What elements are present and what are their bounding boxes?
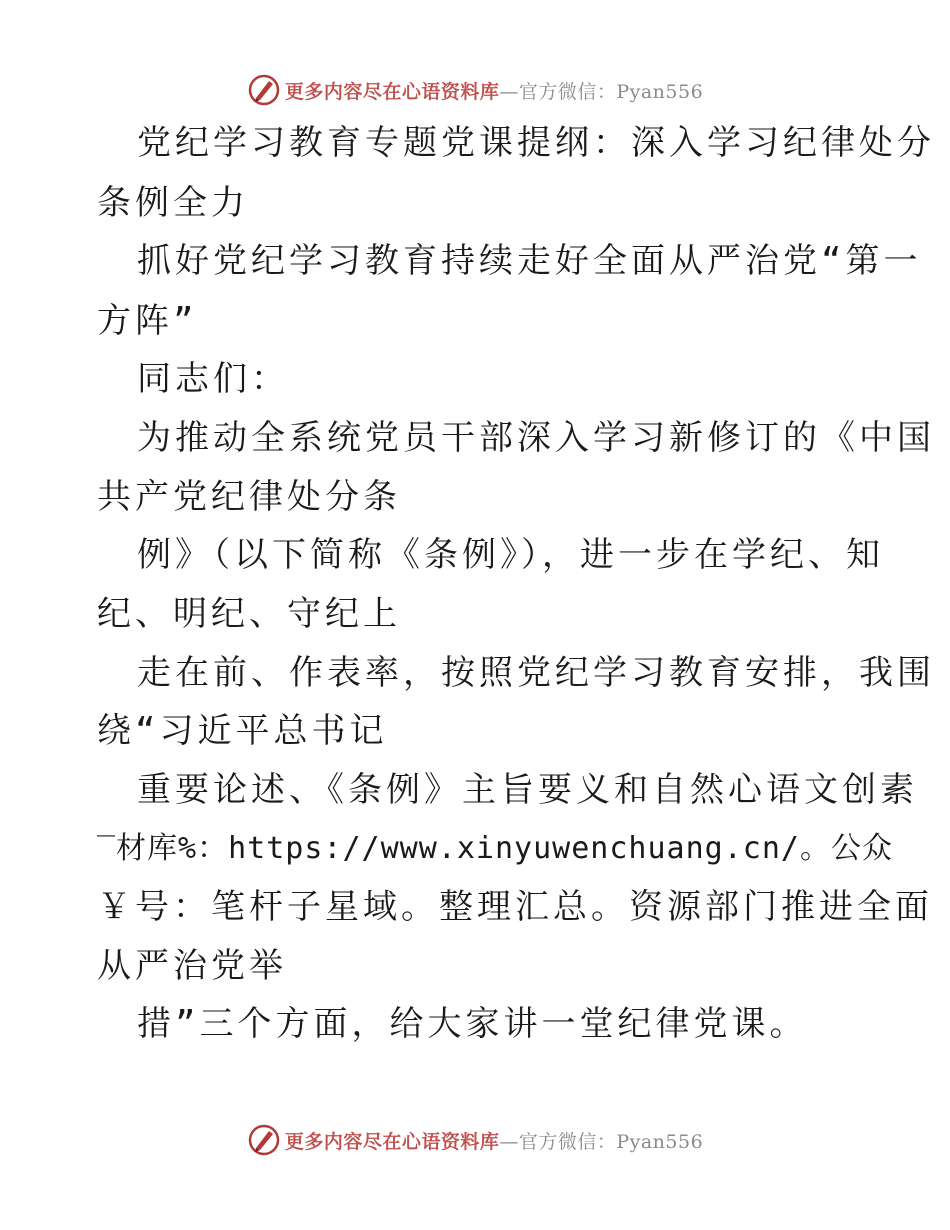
banner-sub-text: —官方微信：Pyan556 bbox=[499, 1130, 704, 1153]
banner-main-text: 更多内容尽在心语资料库 bbox=[284, 80, 500, 103]
doc-line: 走在前、作表率，按照党纪学习教育安排，我围 bbox=[137, 653, 935, 693]
doc-line: 从严治党举 bbox=[97, 946, 287, 986]
doc-line: 党纪学习教育专题党课提纲：深入学习纪律处分 bbox=[137, 123, 935, 163]
header-banner bbox=[0, 70, 950, 110]
doc-line: 纪、明纪、守纪上 bbox=[97, 594, 401, 634]
doc-line: ‾材库%：https://www.xinyuwenchuang.cn/。公众 bbox=[97, 831, 893, 866]
doc-line: 措”三个方面，给大家讲一堂纪律党课。 bbox=[137, 1004, 808, 1044]
footer-banner bbox=[0, 1120, 950, 1160]
banner-text bbox=[285, 1127, 703, 1154]
banner-main-text: 更多内容尽在心语资料库 bbox=[284, 1130, 500, 1153]
pen-logo-icon bbox=[247, 1123, 281, 1157]
doc-line: 为推动全系统党员干部深入学习新修订的《中国 bbox=[137, 418, 935, 458]
doc-line: 绕“习近平总书记 bbox=[97, 711, 388, 751]
doc-line: ￥号：笔杆子星域。整理汇总。资源部门推进全面 bbox=[97, 887, 933, 927]
banner-text bbox=[285, 77, 703, 104]
doc-line: 方阵” bbox=[97, 301, 198, 341]
doc-line: 抓好党纪学习教育持续走好全面从严治党“第一 bbox=[137, 241, 922, 281]
doc-line: 同志们： bbox=[137, 359, 289, 399]
banner-sub-text: —官方微信：Pyan556 bbox=[499, 80, 704, 103]
doc-line: 例》（以下简称《条例》），进一步在学纪、知 bbox=[137, 535, 884, 575]
pen-logo-icon bbox=[247, 73, 281, 107]
doc-line: 重要论述、《条例》主旨要义和自然心语文创素 bbox=[137, 770, 918, 810]
doc-line: 共产党纪律处分条 bbox=[97, 477, 401, 517]
doc-line: 条例全力 bbox=[97, 183, 249, 223]
